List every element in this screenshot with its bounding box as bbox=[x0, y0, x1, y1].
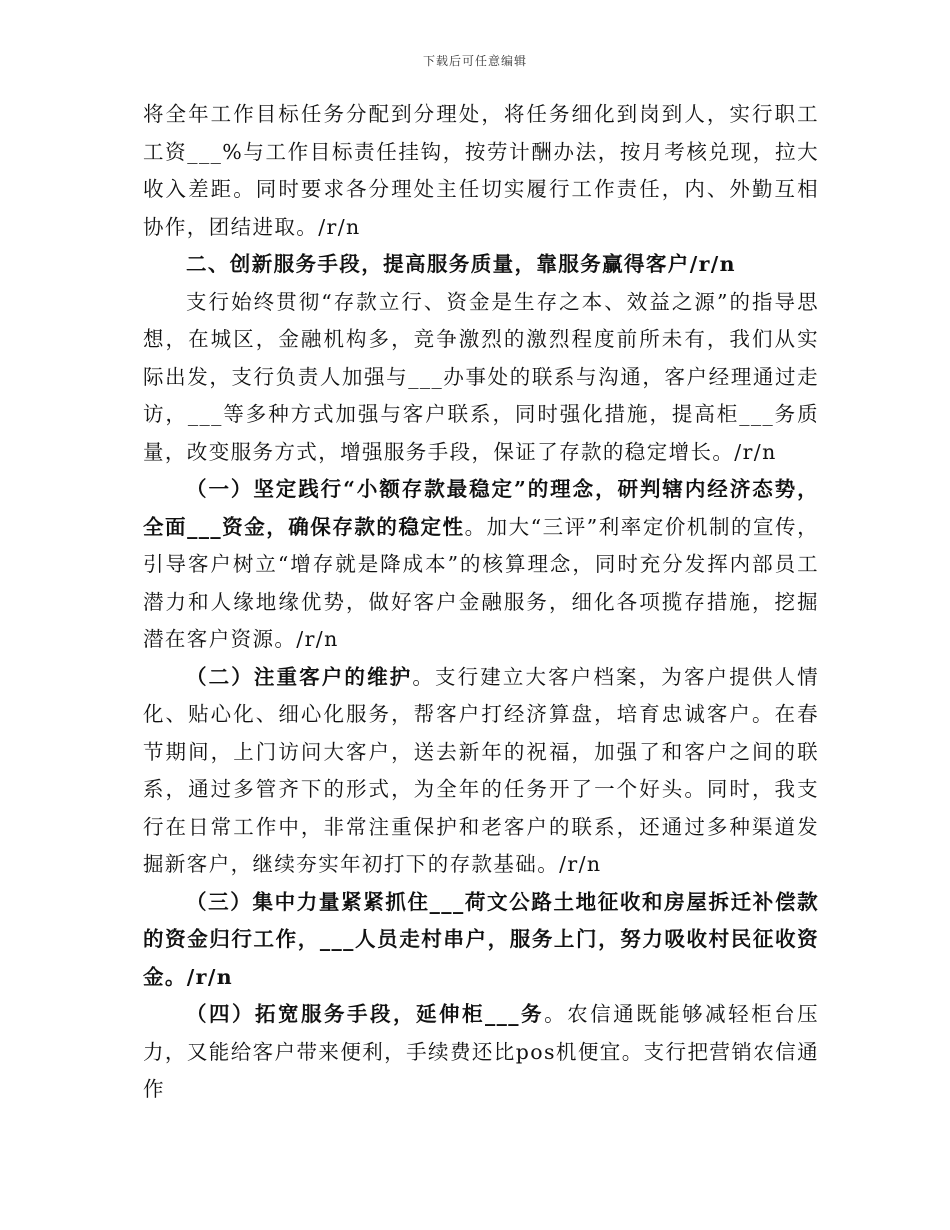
document-body bbox=[143, 96, 819, 1109]
section-heading-2 bbox=[143, 246, 819, 284]
subsection-4-bold: （四）拓宽服务手段，延伸柜___务 bbox=[186, 1002, 545, 1026]
subsection-2 bbox=[143, 659, 819, 884]
subsection-1-bold: （一）坚定践行“小额存款最稳定”的理念，研判辖内经济态势，全面___资金，确保存款的稳定性 bbox=[143, 477, 819, 539]
paragraph-1 bbox=[143, 96, 819, 246]
subsection-1-text: 。加大“三评”利率定价机制的宣传，引导客户树立“增存就是降成本”的核算理念，同时充分发挥内部员工潜力和人缘地缘优势，做好客户金融服务，细化各项揽存措施，挖掘潜在客户资源。/r/n bbox=[143, 514, 819, 651]
paragraph-1-text: 将全年工作目标任务分配到分理处，将任务细化到岗到人，实行职工工资___%与工作目标责任挂钩，按劳计酬办法，按月考核兑现，拉大收入差距。同时要求各分理处主任切实履行工作责任，内、外勤互相协作，团结进取。/r/n bbox=[143, 102, 819, 239]
paragraph-3 bbox=[143, 284, 819, 472]
subsection-2-text: 。支行建立大客户档案，为客户提供人情化、贴心化、细心化服务，帮客户打经济算盘，培育忠诚客户。在春节期间，上门访问大客户，送去新年的祝福，加强了和客户之间的联系，通过多管齐下的形式，为全年的任务开了一个好头。同时，我支行在日常工作中，非常注重保护和老客户的联系，还通过多种渠道发掘新客户，继续夯实年初打下的存款基础。/r/n bbox=[143, 664, 820, 876]
paragraph-3-text: 支行始终贯彻“存款立行、资金是生存之本、效益之源”的指导思想，在城区，金融机构多，竞争激烈的激烈程度前所未有，我们从实际出发，支行负责人加强与___办事处的联系与沟通，客户经理通过走访，___等多种方式加强与客户联系，同时强化措施，提高柜___务质量，改变服务方式，增强服务手段，保证了存款的稳定增长。/r/n bbox=[143, 289, 819, 464]
subsection-1 bbox=[143, 471, 819, 659]
subsection-3-bold: （三）集中力量紧紧抓住___荷文公路土地征收和房屋拆迁补偿款的资金归行工作，___人员走村串户，服务上门，努力吸收村民征收资金。/r/n bbox=[143, 889, 819, 989]
section-heading-2-bold: 二、创新服务手段，提高服务质量，靠服务赢得客户/r/n bbox=[186, 252, 736, 276]
page-header: 下载后可任意编辑 bbox=[422, 54, 527, 68]
subsection-4 bbox=[143, 996, 819, 1109]
subsection-2-bold: （二）注重客户的维护 bbox=[186, 664, 413, 689]
subsection-3 bbox=[143, 884, 819, 997]
subsection-4-text: 。农信通既能够减轻柜台压力，又能给客户带来便利，手续费还比pos机便宜。支行把营销农信通作 bbox=[143, 1002, 819, 1101]
